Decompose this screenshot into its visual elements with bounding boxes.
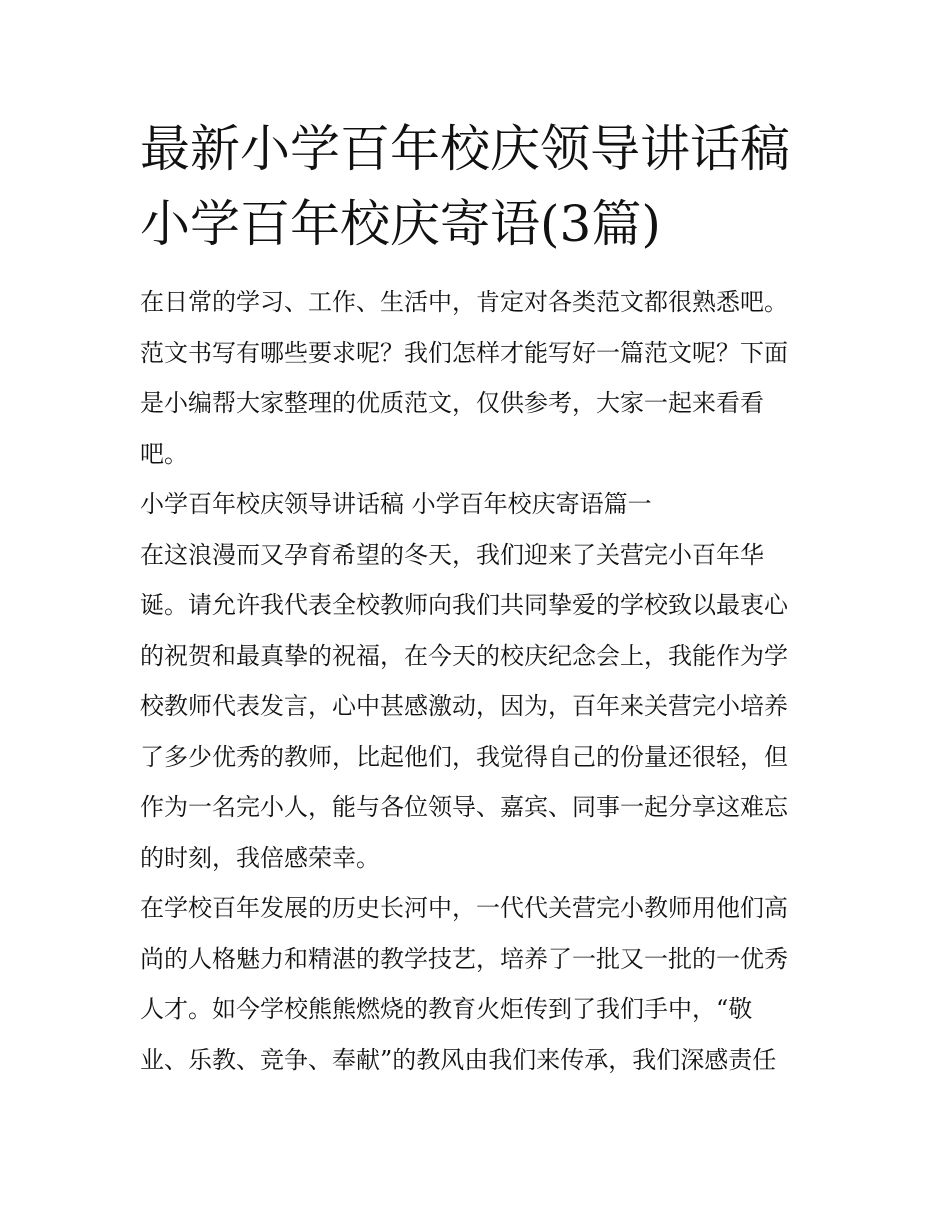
text-line: 校教师代表发言，心中甚感激动，因为，百年来关营完小培养 — [140, 692, 788, 720]
title-line: 最新小学百年校庆领导讲话稿 — [140, 120, 790, 178]
document-title — [140, 112, 820, 262]
title-line: 小学百年校庆寄语(3篇) — [140, 195, 661, 253]
body-paragraph — [140, 883, 812, 1085]
text-line: 尚的人格魅力和精湛的教学技艺，培养了一批又一批的一优秀 — [140, 944, 788, 973]
text-line: 人才。如今学校熊熊燃烧的教育火炬传到了我们手中，“敬 — [140, 995, 753, 1023]
text-line: 诞。请允许我代表全校教师向我们共同挚爱的学校致以最衷心 — [140, 591, 788, 619]
text-line: 是小编帮大家整理的优质范文，仅供参考，大家一起来看看 — [140, 389, 764, 417]
text-line: 范文书写有哪些要求呢？我们怎样才能写好一篇范文呢？下面 — [140, 338, 788, 367]
text-line: 小学百年校庆领导讲话稿 小学百年校庆寄语篇一 — [140, 490, 652, 518]
text-line: 在这浪漫而又孕育希望的冬天，我们迎来了关营完小百年华 — [140, 540, 764, 569]
document-body — [140, 277, 812, 1085]
body-paragraph — [140, 530, 812, 884]
text-line: 吧。 — [140, 439, 188, 468]
section-heading — [140, 479, 812, 530]
text-line: 了多少优秀的教师，比起他们，我觉得自己的份量还很轻，但 — [140, 742, 788, 771]
text-line: 作为一名完小人，能与各位领导、嘉宾、同事一起分享这难忘 — [140, 793, 788, 821]
text-line: 业、乐教、竞争、奉献”的教风由我们来传承，我们深感责任 — [140, 1045, 777, 1074]
intro-paragraph — [140, 277, 812, 479]
text-line: 在学校百年发展的历史长河中，一代代关营完小教师用他们高 — [140, 894, 788, 922]
text-line: 的时刻，我倍感荣幸。 — [140, 843, 380, 872]
text-line: 在日常的学习、工作、生活中，肯定对各类范文都很熟悉吧。 — [140, 288, 788, 316]
text-line: 的祝贺和最真挚的祝福，在今天的校庆纪念会上，我能作为学 — [140, 641, 788, 670]
